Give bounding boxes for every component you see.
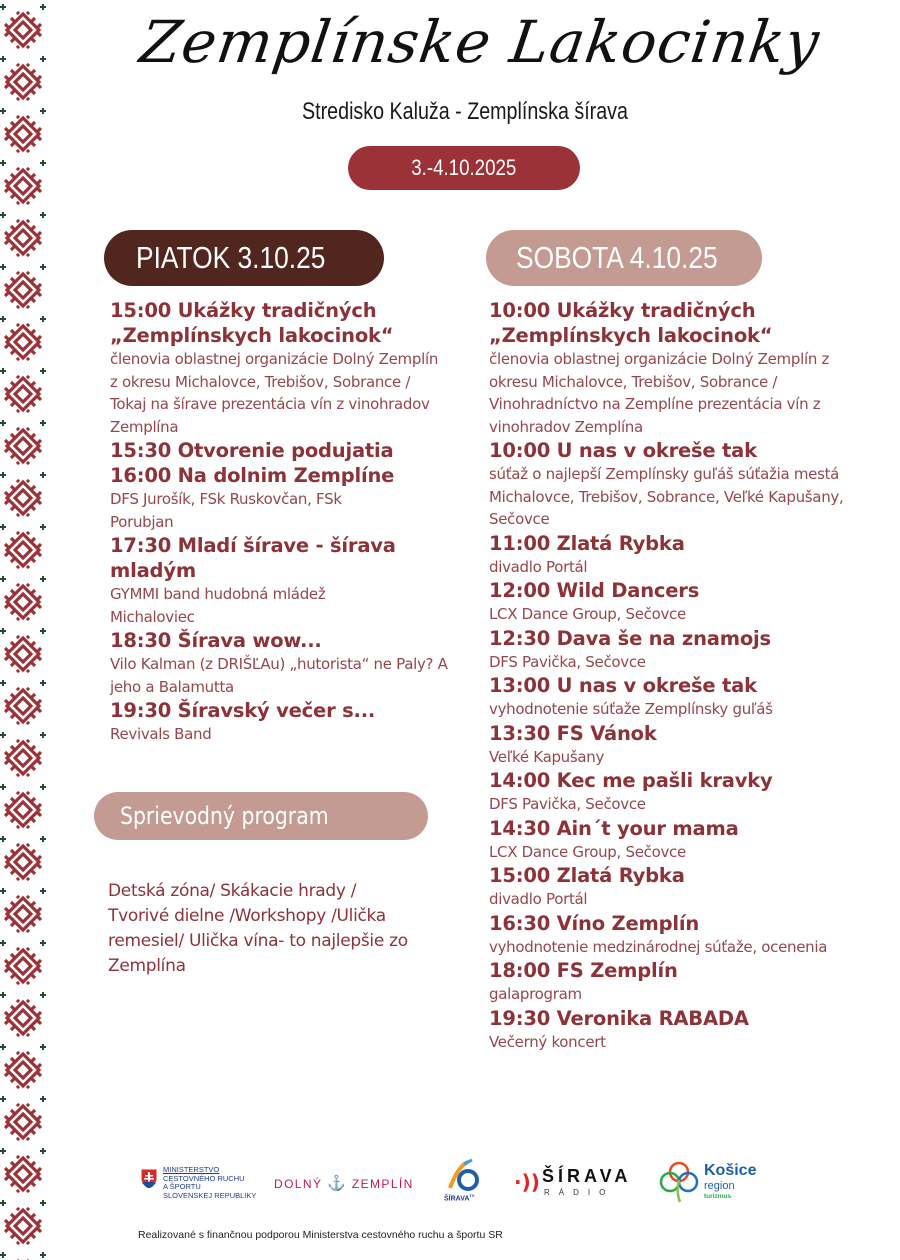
schedule-item bbox=[110, 438, 450, 463]
event-desc: DFS Pavička, Sečovce bbox=[489, 795, 646, 813]
funding-note: Realizované s finančnou podporou Ministerstva cestovného ruchu a športu SR bbox=[138, 1229, 503, 1241]
kosice-region: region bbox=[704, 1180, 735, 1192]
schedule-item bbox=[489, 578, 879, 626]
event-desc: členovia oblastnej organizácie Dolný Zemplín z okresu Michalovce, Trebišov, Sobrance / Tokaj na šírave prezentácia vín z vinohradov Zemplína bbox=[110, 350, 439, 436]
event-desc: Revivals Band bbox=[110, 725, 212, 743]
ministry-line1: MINISTERSTVO bbox=[163, 1165, 220, 1174]
sirava-tv-logo bbox=[438, 1158, 488, 1204]
event-desc: divadlo Portál bbox=[489, 557, 588, 576]
saturday-header bbox=[486, 230, 762, 286]
event-title: 13:30 FS Vánok bbox=[489, 721, 657, 745]
schedule-item bbox=[489, 531, 879, 579]
event-title: 11:00 Zlatá Rybka bbox=[489, 531, 685, 555]
event-desc: DFS Jurošík, FSk Ruskovčan, FSk Porubjan bbox=[110, 490, 342, 531]
schedule-item bbox=[110, 463, 450, 533]
schedule-item bbox=[489, 863, 879, 911]
event-title: 10:00 Ukážky tradičných „Zemplínskych lakocinok“ bbox=[489, 299, 773, 347]
schedule-item bbox=[489, 768, 879, 816]
kosice-name: Košice bbox=[704, 1162, 757, 1179]
schedule-item bbox=[489, 1006, 879, 1054]
event-title: 15:30 Otvorenie podujatia bbox=[110, 439, 394, 462]
event-title: 15:00 Zlatá Rybka bbox=[489, 864, 685, 887]
event-title: 19:30 Veronika RABADA bbox=[489, 1006, 749, 1030]
event-title: 10:00 U nas v okreše tak bbox=[489, 439, 757, 462]
ministry-line3: A ŠPORTU bbox=[163, 1182, 201, 1191]
slovak-coat-of-arms-icon bbox=[140, 1168, 158, 1190]
event-title: 18:30 Šírava wow... bbox=[110, 629, 322, 652]
event-desc: LCX Dance Group, Sečovce bbox=[489, 605, 686, 623]
dolny-text: DOLNÝ bbox=[274, 1177, 323, 1191]
event-desc: vyhodnotenie medzinárodnej súťaže, ocenenia bbox=[489, 937, 828, 956]
schedule-item bbox=[489, 438, 879, 531]
event-desc: vyhodnotenie súťaže Zemplínsky guľáš bbox=[489, 700, 773, 718]
dolny-zemplin-logo bbox=[274, 1174, 414, 1192]
ministry-line2: CESTOVNÉHO RUCHU bbox=[163, 1173, 245, 1183]
event-title: 18:00 FS Zemplín bbox=[489, 959, 678, 982]
event-desc: Veľké Kapušany bbox=[489, 747, 605, 766]
sirava-radio-name: ŠÍRAVA bbox=[542, 1166, 632, 1186]
schedule-item bbox=[110, 628, 450, 698]
sirava-radio-logo bbox=[514, 1166, 644, 1202]
schedule-item bbox=[489, 298, 879, 438]
event-title: 17:30 Mladí šírave - šírava mladým bbox=[110, 534, 396, 582]
schedule-item bbox=[489, 721, 879, 769]
event-desc: členovia oblastnej organizácie Dolný Zemplín z okresu Michalovce, Trebišov, Sobrance / Vinohradníctvo na Zemplíne prezentácia vín z vinohradov Zemplína bbox=[489, 350, 830, 436]
schedule-item bbox=[489, 673, 879, 721]
schedule-item bbox=[110, 698, 450, 746]
event-desc: galaprogram bbox=[489, 985, 582, 1003]
event-desc: divadlo Portál bbox=[489, 890, 588, 908]
event-desc: súťaž o najlepší Zemplínsky guľáš súťažia mestá Michalovce, Trebišov, Sobrance, Veľké Kapušany, Sečovce bbox=[489, 465, 844, 528]
event-desc: GYMMI band hudobná mládež Michaloviec bbox=[110, 585, 326, 626]
side-program-text: Detská zóna/ Skákacie hrady / Tvorivé dielne /Workshopy /Ulička remesiel/ Ulička vína- to najlepšie zo Zemplína bbox=[108, 881, 408, 976]
sirava-tv-text: ŠÍRAVA bbox=[444, 1195, 470, 1203]
schedule-item bbox=[110, 533, 450, 628]
event-title: 12:00 Wild Dancers bbox=[489, 579, 700, 602]
event-title: 19:30 Šíravský večer s... bbox=[110, 699, 376, 722]
event-desc: LCX Dance Group, Sečovce bbox=[489, 842, 686, 861]
ministry-logo bbox=[140, 1166, 270, 1202]
schedule-item bbox=[489, 911, 879, 959]
event-title: Zemplínske Lakocinky bbox=[136, 8, 824, 76]
zemplin-text: ZEMPLÍN bbox=[351, 1177, 414, 1191]
event-title: 16:00 Na dolnim Zemplíne bbox=[110, 464, 395, 487]
schedule-item bbox=[489, 816, 879, 864]
event-title: 13:00 U nas v okreše tak bbox=[489, 674, 757, 697]
anchor-icon: ⚓ bbox=[327, 1175, 348, 1192]
event-title: 15:00 Ukážky tradičných „Zemplínskych lakocinok“ bbox=[110, 299, 394, 347]
schedule-item bbox=[489, 958, 879, 1006]
friday-header bbox=[104, 230, 384, 286]
event-desc: Vilo Kalman (z DRIŠĽAu) „hutorista“ ne Paly? A jeho a Balamutta bbox=[110, 655, 448, 696]
ministry-line4: SLOVENSKEJ REPUBLIKY bbox=[163, 1190, 257, 1200]
date-text: 3.-4.10.2025 bbox=[411, 155, 517, 180]
sponsor-logos bbox=[130, 1158, 770, 1208]
folk-ornament-border bbox=[0, 0, 48, 1260]
friday-schedule bbox=[110, 298, 450, 746]
event-desc: DFS Pavička, Sečovce bbox=[489, 652, 646, 671]
saturday-schedule bbox=[489, 298, 879, 1053]
event-desc: Večerný koncert bbox=[489, 1032, 606, 1051]
sirava-tv-emblem-icon bbox=[444, 1158, 484, 1192]
event-title: 16:30 Víno Zemplín bbox=[489, 911, 699, 935]
event-title: 14:30 Ain´t your mama bbox=[489, 816, 739, 840]
radio-waves-icon: ·)) bbox=[514, 1170, 540, 1194]
kosice-region-logo bbox=[656, 1158, 766, 1206]
schedule-item bbox=[489, 626, 879, 674]
schedule-item bbox=[110, 298, 450, 438]
kosice-cross-emblem-icon bbox=[656, 1158, 702, 1204]
event-title: 12:30 Dava še na znamojs bbox=[489, 626, 771, 650]
friday-label: PIATOK 3.10.25 bbox=[136, 240, 326, 275]
tv-sup: TV bbox=[469, 1193, 475, 1198]
saturday-label: SOBOTA 4.10.25 bbox=[516, 240, 718, 275]
radio-sub: RÁDIO bbox=[544, 1188, 615, 1197]
venue-subtitle: Stredisko Kaluža - Zemplínska šírava bbox=[302, 98, 628, 125]
kosice-tag: turizmus bbox=[704, 1193, 732, 1200]
side-program-header bbox=[94, 792, 428, 840]
date-badge bbox=[348, 146, 580, 190]
event-title: 14:00 Kec me pašli kravky bbox=[489, 769, 773, 792]
side-program-label: Sprievodný program bbox=[120, 802, 329, 830]
